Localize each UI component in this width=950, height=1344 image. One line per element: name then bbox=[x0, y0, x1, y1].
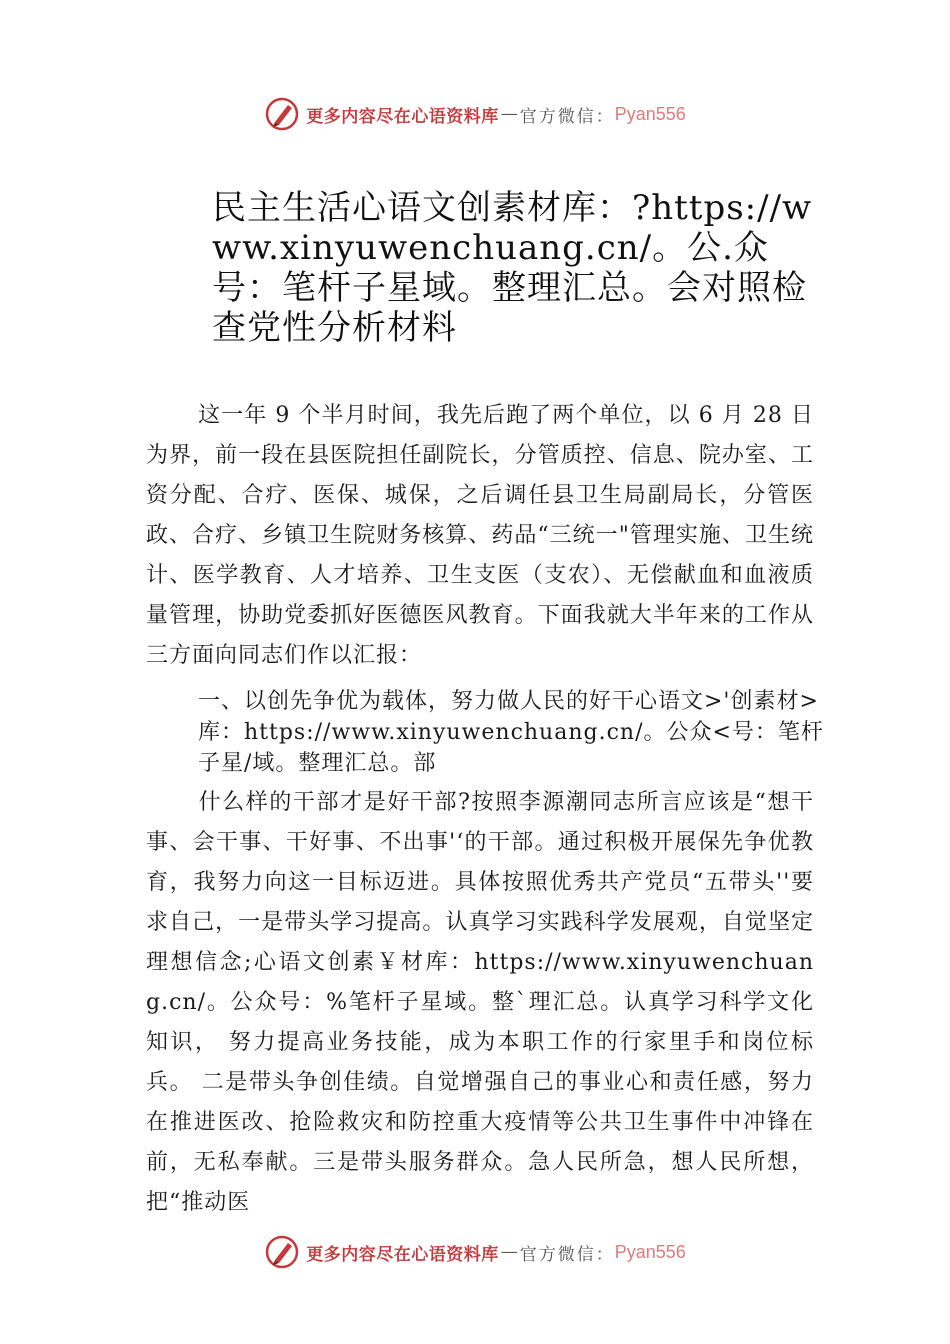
banner-wechat-label: 官方微信： bbox=[519, 106, 615, 127]
section-heading-1: 一、以创先争优为载体，努力做人民的好干心语文>'创素材>库：https://www.xinyuwenchuang.cn/。公众<号：笔杆子星/域。整理汇总。部 bbox=[198, 689, 824, 776]
banner-wechat-id: Pyan556 bbox=[614, 103, 686, 124]
banner-wechat-id: Pyan556 bbox=[614, 1241, 686, 1262]
pen-logo-icon bbox=[264, 96, 300, 132]
pen-logo-icon bbox=[264, 1234, 300, 1270]
banner-wechat-label: 官方微信： bbox=[519, 1244, 615, 1265]
banner-dash: — bbox=[500, 1242, 518, 1262]
header-banner bbox=[0, 94, 950, 134]
banner-brand: 更多内容尽在心语资料库 bbox=[306, 106, 499, 127]
document-title: 民主生活心语文创素材库：?https://www.xinyuwenchuang.cn/。公.众号：笔杆子星域。整理汇总。会对照检查党性分析材料 bbox=[212, 188, 813, 348]
banner-dash: — bbox=[500, 104, 518, 124]
banner-brand: 更多内容尽在心语资料库 bbox=[306, 1244, 499, 1265]
paragraph-section-1 bbox=[146, 783, 814, 1223]
paragraph-section-1-text: 什么样的干部才是好干部?按照李源潮同志所言应该是“想干事、会干事、干好事、不出事'‘的干部。通过积极开展保先争优教育，我努力向这一目标迈进。具体按照优秀共产党员“五带头''要求自己，一是带头学习提高。认真学习实践科学发展观，自觉坚定理想信念;心语文创素￥材库：https://www.xinyuwenchuang.cn/。公众号：%笔杆子星域。整`理汇总。认真学习科学文化知识， 努力提高业务技能，成为本职工作的行家里手和岗位标兵。 二是带头争创佳绩。自觉增强自己的事业心和责任感，努力在推进医改、抢险救灾和防控重大疫情等公共卫生事件中冲锋在前，无私奉献。三是带头服务群众。急人民所急，想人民所想，把“推动医 bbox=[146, 790, 814, 1215]
paragraph-intro-text: 这一年 9 个半月时间，我先后跑了两个单位，以 6 月 28 日为界，前一段在县医院担任副院长，分管质控、信息、院办室、工资分配、合疗、医保、城保，之后调任县卫生局副局长，分管医政、合疗、乡镇卫生院财务核算、药品“三统一"管理实施、卫生统计、医学教育、人才培养、卫生支医（支农）、无偿献血和血液质量管理，协助党委抓好医德医风教育。下面我就大半年来的工作从三方面向同志们作以汇报： bbox=[146, 403, 814, 668]
footer-banner bbox=[0, 1232, 950, 1272]
paragraph-intro bbox=[146, 396, 814, 676]
